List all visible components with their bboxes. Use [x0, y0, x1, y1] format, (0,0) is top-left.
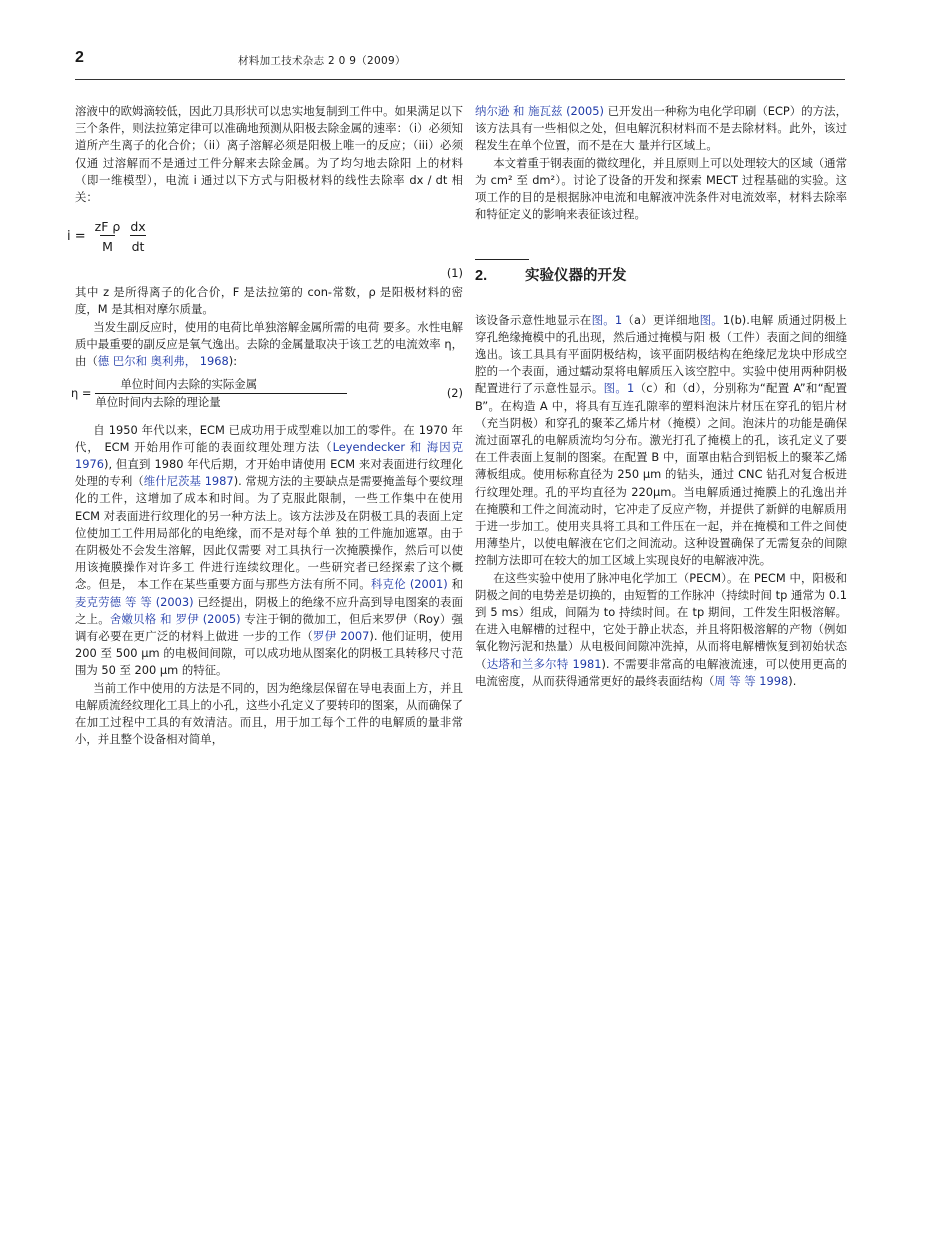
- citation-link[interactable]: 纳尔逊 和 施瓦兹 (2005): [475, 104, 604, 118]
- eq1-fraction-1: [93, 218, 123, 255]
- citation-link[interactable]: 罗伊 2007: [313, 629, 370, 644]
- left-column: [67, 103, 464, 749]
- left-paragraph-5: 当前工作中使用的方法是不同的，因为绝缘层保留在导电表面上方，并且电解质流经纹理化工具上的小孔，这些小孔定义了要转印的图案，从而确保了在加工过程中工具的有效清洁。而且，用于加工每个工件的电解质的量非常小，并且整个设备相对简单，: [75, 680, 463, 747]
- r-p1-text: 已开发出一种称为电化学印刷（ECP）的方法，该方法具有一些相似之处，但电解沉积材料而不是去除材料。此外，该过程发生在单个位置，而不是在大 量并行区域上。: [475, 104, 847, 153]
- citation-link[interactable]: 维什尼茨基 1987: [143, 474, 234, 489]
- citation-link[interactable]: 德 巴尔和 奥利弗， 1968: [97, 354, 229, 369]
- eq1-fraction-2: [128, 218, 147, 255]
- eq1-number: (1): [446, 266, 463, 281]
- section-title: 实验仪器的开发: [525, 268, 627, 285]
- right-column: [475, 103, 847, 690]
- eq1-lhs: i =: [67, 228, 86, 244]
- right-paragraph-4: [475, 570, 847, 690]
- r-p4-text-a: 在这些实验中使用了脉冲电化学加工（PECM）。在 PECM 中，阳极和阴极之间的电势差是切换的，由短暂的工作脉冲（持续时间 tp 通常为 0.1 到 5 ms）组成，间隔为 to 持续时间。在 tp 期间，工件发生阳极溶解。在进入电解槽的过程中，它处于静止状态，并且将阳极溶解的产物（例如氧化物污泥和热量）从电极间间隙冲洗掉，从而将电解槽恢复到初始状态（: [475, 570, 847, 671]
- p4-text-d: 和: [447, 577, 464, 592]
- section-number: 2.: [475, 268, 488, 285]
- left-paragraph-1: 溶液中的欧姆滴较低，因此刀具形状可以忠实地复制到工件中。如果满足以下三个条件，则法拉第定律可以准确地预测从阳极去除金属的速率：（i）必须知道所产生离子的化合价；（ii）离子溶解必须是阳极上唯一的反应；（iii）必须仅通 过溶解而不是通过工件分解来去除金属。为了均匀地去除阳 上的材料（即一维模型），电流 i 通过以下方式与阳极材料的线性去除率 dx / dt 相关：: [75, 104, 463, 205]
- eq1-f2-numerator: dx: [130, 218, 146, 234]
- p4-text-c: ). 常规方法的主要缺点是需要掩盖每个要纹理化的工件，这增加了成本和时间。为了克服此限制，一些工作集中在使用 ECM 对表面进行纹理化的另一种方法上。该方法涉及在阴极工具的表面上定位使加工工件用局部化的电绝缘，而不是对每个单 独的工件施加遮罩。由于在阴极处不会发生溶解，因此仅需要 对工具执行一次掩膜操作，然后可以使用该掩膜操作对许多工 件进行连续纹理化。一些研究者已经探索了这个概念。但是， 本工作在某些重要方面与那些方法有所不同。: [75, 474, 464, 592]
- citation-link[interactable]: Leyendecker 和 海因克 1976: [75, 439, 463, 472]
- eq2-numerator: 单位时间内去除的实际金属: [120, 377, 258, 392]
- p3-text: 当发生副反应时，使用的电荷比单独溶解金属所需的电荷 要多。水性电解质中最重要的副反应是氧气逸出。去除的金属量取决于该工艺的电流效率 η，由（: [75, 319, 463, 369]
- eq1-f1-numerator: zF ρ: [94, 218, 121, 234]
- equation-1: [67, 214, 463, 258]
- section-rule: [475, 259, 529, 260]
- left-paragraph-3: [75, 319, 463, 371]
- citation-link[interactable]: 达塔和兰多尔特 1981: [486, 656, 602, 671]
- p4-text-f: 专注于铜的微加工，但后来罗伊（Roy）强调有必要在更广泛的材料上做进 一步的工作（: [75, 611, 463, 644]
- citation-link[interactable]: 麦克劳德 等 等 (2003): [75, 594, 194, 609]
- citation-link[interactable]: 周 等 等 1998: [714, 673, 789, 688]
- equation-2: [71, 376, 463, 411]
- r-p3-text-c: 1(b).电解 质通过阴极上穿孔绝缘掩模中的孔出现，然后通过掩模与阳 极（工件）表面之间的细缝逸出。该工具具有平面阴极结构，该平面阴极结构在绝缘尼龙块中形成空腔的一个表面，通过蠕动泵将电解质压入该空腔中。实验中使用两种阴极配置进行了示意性显示。: [475, 312, 847, 396]
- citation-link[interactable]: 科克伦 (2001): [370, 577, 448, 592]
- right-paragraph-1: [475, 103, 847, 155]
- eq2-number: (2): [446, 386, 463, 401]
- eq2-fraction: [95, 376, 347, 411]
- p4-text-b: ), 但直到 1980 年代后期，才开始申请使用 ECM 来对表面进行纹理化处理的专利（: [75, 457, 463, 489]
- eq2-denominator: 单位时间内去除的理论量: [95, 393, 347, 411]
- eq1-f1-denominator: M: [100, 235, 115, 255]
- section-heading: [475, 268, 847, 285]
- r-p4-text-c: ).: [788, 673, 797, 688]
- p4-text-e: 已经提出，阴极上的绝缘不应升高到导电图案的表面之上。: [75, 594, 463, 626]
- p4-text-g: ). 他们证明，使用 200 至 500 μm 的电极间间隙，可以成功地从图案化的阴极工具转移尺寸范围为 50 至 200 μm 的特征。: [75, 629, 464, 678]
- running-title: 材料加工技术杂志 2 0 9（2009）: [238, 55, 406, 67]
- header-rule: [75, 79, 845, 80]
- citation-link[interactable]: 舍嫩贝格 和 罗伊 (2005): [109, 611, 241, 626]
- r-p3-text-b: （a）更详细地: [622, 312, 700, 327]
- r-p4-text-b: ). 不需要非常高的电解液流速，可以使用更高的电流密度，从而获得通常更好的最终表面结构（: [475, 656, 847, 688]
- right-paragraph-2: 本文着重于钢表面的微纹理化，并且原则上可以处理较大的区域（通常为 cm² 至 dm²）。讨论了设备的开发和探索 MECT 过程基础的实验。这项工作的目的是根据脉冲电流和电解液冲洗条件对电流效率，材料去除率和特征定义的影响来表征该过程。: [475, 155, 847, 222]
- eq2-lhs: η =: [71, 386, 92, 401]
- p3-end: ):: [228, 354, 238, 369]
- page-number: 2: [75, 49, 84, 66]
- eq1-f2-denominator: dt: [130, 235, 147, 255]
- left-paragraph-4: [75, 422, 463, 680]
- r-p3-text-d: （c）和（d），分别称为“配置 A”和“配置 B”。在构造 A 中，将具有互连孔隙率的塑料泡沫片材压在穿孔的铝片材（充当阴极）和穿孔的聚苯乙烯片材（掩模）之间。泡沫片的功能是确保流过面罩孔的电解质流均匀分布。激光打孔了掩模上的孔，该孔定义了要在工件表面上复制的图案。在配置 B 中，面罩由粘合到铝板上的聚苯乙烯薄板组成。使用标称直径为 250 μm 的钻头，通过 CNC 钻孔对复合板进行纹理处理。孔的平均直径为 220μm。当电解质通过掩膜上的孔逸出并在掩膜和工件之间流动时，它冲走了反应产物，并提供了新鲜的电解质用于进一步加工。使用夹具将工具和工件压在一起，并在掩模和工件之间使用薄垫片，以使电解液在它们之间流动。这种设置确保了无需复杂的间隙控制方法即可在较大的加工区域上实现良好的电解液冲洗。: [475, 381, 847, 568]
- figure-link[interactable]: 图。1: [603, 381, 635, 396]
- p4-text-a: 自 1950 年代以来，ECM 已成功用于成型难以加工的零件。在 1970 年代， ECM 开始用作可能的表面纹理处理方法（: [75, 422, 463, 454]
- figure-link[interactable]: 图。: [699, 312, 723, 327]
- left-paragraph-2: 其中 z 是所得离子的化合价，F 是法拉第的 con-常数，ρ 是阳极材料的密度，M 是其相对摩尔质量。: [75, 285, 463, 317]
- right-paragraph-3: [475, 312, 847, 570]
- figure-link[interactable]: 图。1: [591, 312, 623, 327]
- r-p3-text-a: 该设备示意性地显示在: [475, 312, 592, 327]
